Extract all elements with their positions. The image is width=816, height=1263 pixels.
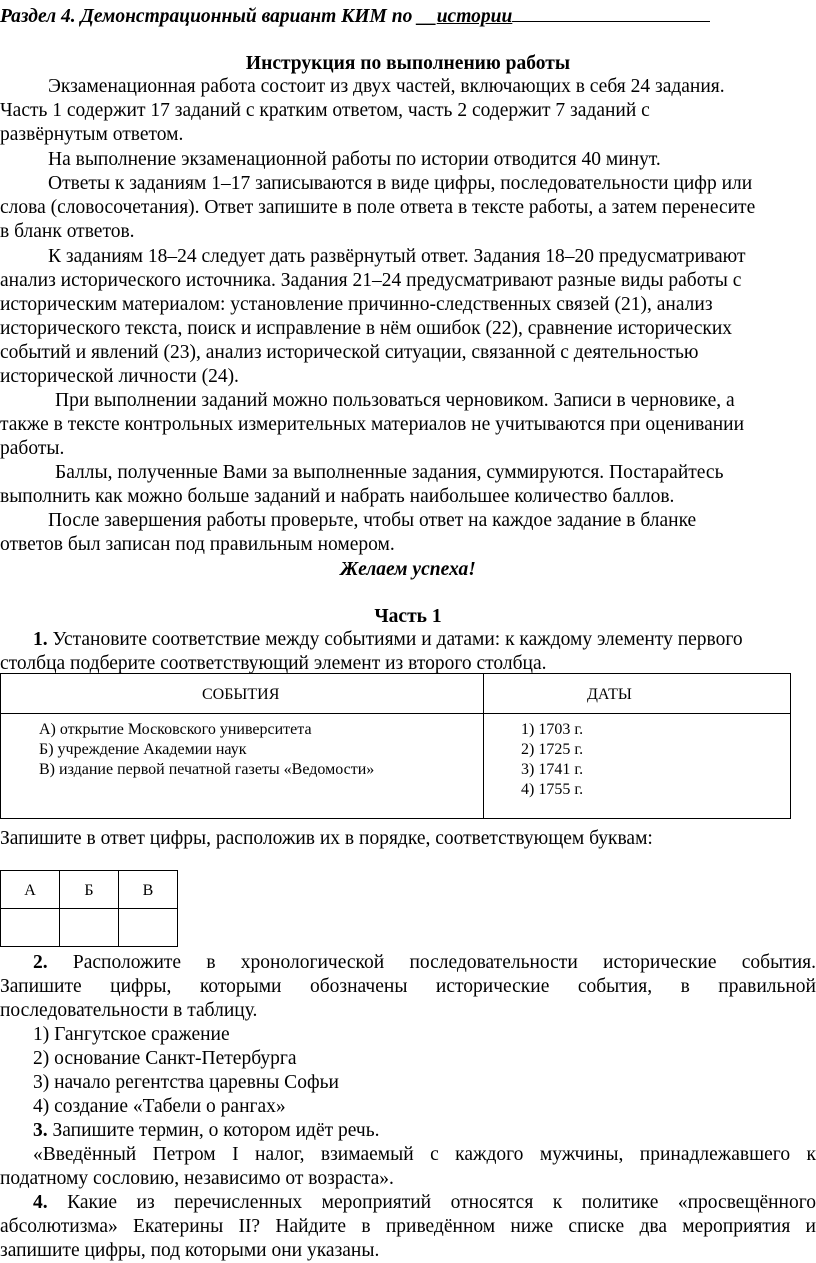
- date-item: 4) 1755 г.: [521, 781, 584, 798]
- event-item: В) издание первой печатной газеты «Ведомости»: [39, 761, 375, 778]
- section-header: [0, 3, 816, 29]
- instruction-line: К заданиям 18–24 следует дать развёрнутый ответ. Задания 18–20 предусматривают: [48, 246, 746, 267]
- question-text: Какие из перечисленных мероприятий относятся к политике «просвещённого: [47, 1192, 816, 1213]
- matching-table: [0, 673, 791, 819]
- instruction-line: На выполнение экзаменационной работы по истории отводится 40 минут.: [48, 149, 661, 170]
- instruction-line: исторического текста, поиск и исправление в нём ошибок (22), сравнение исторических: [0, 318, 733, 339]
- question-text: «Введённый Петром I налог, взимаемый с каждого мужчины, принадлежавшего к: [33, 1144, 816, 1165]
- question-number: 3.: [33, 1120, 48, 1141]
- instruction-line: также в тексте контрольных измерительных материалов не учитываются при оценивании: [0, 414, 745, 435]
- answer-table: [0, 870, 178, 947]
- instruction-line: выполнить как можно больше заданий и набрать наибольшее количество баллов.: [0, 486, 675, 507]
- answer-header-a: А: [24, 882, 36, 899]
- question-text: Установите соответствие между событиями и датами: к каждому элементу первого: [47, 629, 743, 650]
- answer-table-row-divider: [1, 908, 177, 909]
- instruction-line: При выполнении заданий можно пользоваться черновиком. Записи в черновике, а: [55, 390, 735, 411]
- answer-cell-a[interactable]: [3, 911, 57, 944]
- question-text: Расположите в хронологической последовательности исторические события.: [47, 952, 816, 973]
- section-header-subject: истории: [436, 6, 513, 27]
- good-luck-wish: Желаем успеха!: [340, 559, 476, 580]
- date-item: 3) 1741 г.: [521, 761, 584, 778]
- instruction-line: слова (словосочетания). Ответ запишите в поле ответа в тексте работы, а затем перенесите: [0, 197, 756, 218]
- question-2: [0, 951, 816, 975]
- list-item: 4) создание «Табели о рангах»: [33, 1096, 286, 1117]
- instruction-line: ответов был записан под правильным номером.: [0, 534, 395, 555]
- question-3: [0, 1119, 816, 1143]
- instructions-title: Инструкция по выполнению работы: [245, 53, 571, 74]
- question-1: [0, 628, 816, 652]
- question-text: столбца подберите соответствующий элемент из второго столбца.: [0, 653, 547, 674]
- question-number: 1.: [33, 629, 48, 650]
- instruction-line: работы.: [0, 438, 65, 459]
- answer-header-b: Б: [84, 882, 94, 899]
- section-header-prefix: Раздел 4. Демонстрационный вариант КИМ по __: [0, 6, 437, 27]
- event-item: А) открытие Московского университета: [39, 721, 312, 738]
- event-item: Б) учреждение Академии наук: [39, 741, 247, 758]
- header-underline-blank: [512, 3, 710, 22]
- question-number: 2.: [33, 952, 48, 973]
- list-item: 2) основание Санкт-Петербурга: [33, 1048, 297, 1069]
- instruction-line: Часть 1 содержит 17 заданий с кратким ответом, часть 2 содержит 7 заданий с: [0, 100, 650, 121]
- instruction-line: Экзаменационная работа состоит из двух частей, включающих в себя 24 задания.: [48, 76, 725, 97]
- answer-cell-b[interactable]: [62, 911, 116, 944]
- question-text: податному сословию, независимо от возраста».: [0, 1168, 394, 1189]
- answer-prompt: Запишите в ответ цифры, расположив их в порядке, соответствующем буквам:: [0, 828, 653, 849]
- instruction-line: событий и явлений (23), анализ исторической ситуации, связанной с деятельностью: [0, 342, 699, 363]
- column-header-events: СОБЫТИЯ: [202, 686, 280, 703]
- instruction-line: развёрнутым ответом.: [0, 124, 184, 145]
- instruction-line: анализ исторического источника. Задания 21–24 предусматривают разные виды работы с: [0, 270, 742, 291]
- question-text: Запишите цифры, которыми обозначены исторические события, в правильной: [0, 976, 816, 997]
- instruction-line: Баллы, полученные Вами за выполненные задания, суммируются. Постарайтесь: [55, 462, 724, 483]
- list-item: 3) начало регентства царевны Софьи: [33, 1072, 339, 1093]
- list-item: 1) Гангутское сражение: [33, 1024, 230, 1045]
- date-item: 1) 1703 г.: [521, 721, 584, 738]
- question-text: запишите цифры, под которыми они указаны.: [0, 1240, 380, 1261]
- date-item: 2) 1725 г.: [521, 741, 584, 758]
- question-text: абсолютизма» Екатерины II? Найдите в приведённом ниже списке два мероприятия и: [0, 1216, 816, 1237]
- column-header-dates: ДАТЫ: [587, 686, 632, 703]
- answer-cell-v[interactable]: [121, 911, 175, 944]
- question-text: последовательности в таблицу.: [0, 1000, 258, 1021]
- instruction-line: Ответы к заданиям 1–17 записываются в виде цифры, последовательности цифр или: [48, 173, 753, 194]
- question-number: 4.: [33, 1192, 48, 1213]
- instruction-line: После завершения работы проверьте, чтобы ответ на каждое задание в бланке: [48, 510, 697, 531]
- instruction-line: исторической личности (24).: [0, 366, 239, 387]
- matching-table-divider: [483, 674, 484, 818]
- instruction-line: историческим материалом: установление причинно-следственных связей (21), анализ: [0, 294, 713, 315]
- question-text: Запишите термин, о котором идёт речь.: [47, 1120, 380, 1141]
- instruction-line: в бланк ответов.: [0, 221, 135, 242]
- part1-title: Часть 1: [374, 606, 442, 627]
- matching-table-header: [1, 674, 790, 714]
- question-4: [0, 1191, 816, 1215]
- answer-header-v: В: [142, 882, 154, 899]
